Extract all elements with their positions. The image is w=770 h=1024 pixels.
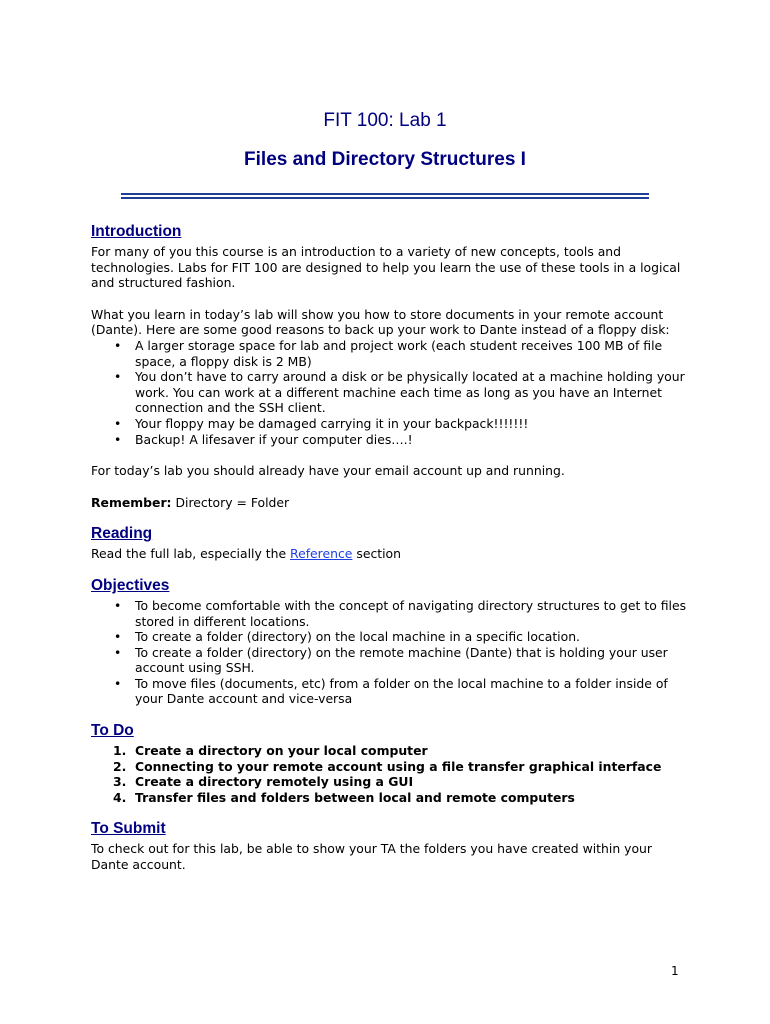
reading-paragraph: Read the full lab, especially the Reference section xyxy=(91,546,401,562)
submit-paragraph: To check out for this lab, be able to show your TA the folders you have created within your Dante account. xyxy=(91,841,652,873)
introduction-paragraph-1: For many of you this course is an introduction to a variety of new concepts, tools and technologies. Labs for FIT 100 are designed to help you learn the use of these tools in a logical and structured fashion. xyxy=(91,244,681,291)
introduction-paragraph-2: What you learn in today’s lab will show you how to store documents in your remote account (Dante). Here are some good reasons to back up your work to Dante instead of a floppy disk: xyxy=(91,306,670,338)
objectives-list xyxy=(91,598,691,707)
remember-label: Remember: xyxy=(91,494,172,510)
document-body xyxy=(91,222,691,873)
reference-link[interactable]: Reference xyxy=(290,546,353,562)
page-subtitle: Files and Directory Structures I xyxy=(244,149,526,170)
introduction-paragraph-3: For today’s lab you should already have your email account up and running. xyxy=(91,463,565,479)
list-item: • You don’t have to carry around a disk or be physically located at a machine holding your work. You can work at a different machine each time as long as you have an Internet connection and the SSH client. xyxy=(135,369,691,416)
reasons-list xyxy=(91,338,691,447)
introduction-heading: Introduction xyxy=(91,223,182,240)
list-item: • To move files (documents, etc) from a folder on the local machine to a folder inside of your Dante account and vice-versa xyxy=(135,676,691,707)
list-item: • A larger storage space for lab and project work (each student receives 100 MB of file space, a floppy disk is 2 MB) xyxy=(135,338,691,369)
reading-heading: Reading xyxy=(91,525,153,543)
list-item: 4. Transfer files and folders between local and remote computers xyxy=(113,789,575,805)
page-number: 1 xyxy=(671,964,679,978)
todo-list xyxy=(91,743,691,805)
list-item: • Backup! A lifesaver if your computer dies….! xyxy=(135,432,691,448)
list-item: 1. Create a directory on your local computer xyxy=(113,743,428,759)
remember-text: Directory = Folder xyxy=(171,494,290,510)
objectives-heading: Objectives xyxy=(91,576,170,594)
list-item: • To create a folder (directory) on the local machine in a specific location. xyxy=(135,629,691,645)
title-divider xyxy=(121,193,649,199)
page-title: FIT 100: Lab 1 xyxy=(323,110,447,131)
todo-heading: To Do xyxy=(91,722,134,740)
remember-note xyxy=(91,495,691,511)
submit-heading: To Submit xyxy=(91,820,166,838)
list-item: 2. Connecting to your remote account using a file transfer graphical interface xyxy=(113,758,662,774)
list-item: 3. Create a directory remotely using a GUI xyxy=(113,774,414,790)
list-item: • Your floppy may be damaged carrying it in your backpack!!!!!!! xyxy=(135,416,691,432)
list-item: • To become comfortable with the concept of navigating directory structures to get to files stored in different locations. xyxy=(135,598,691,629)
list-item: • To create a folder (directory) on the remote machine (Dante) that is holding your user account using SSH. xyxy=(135,645,691,676)
